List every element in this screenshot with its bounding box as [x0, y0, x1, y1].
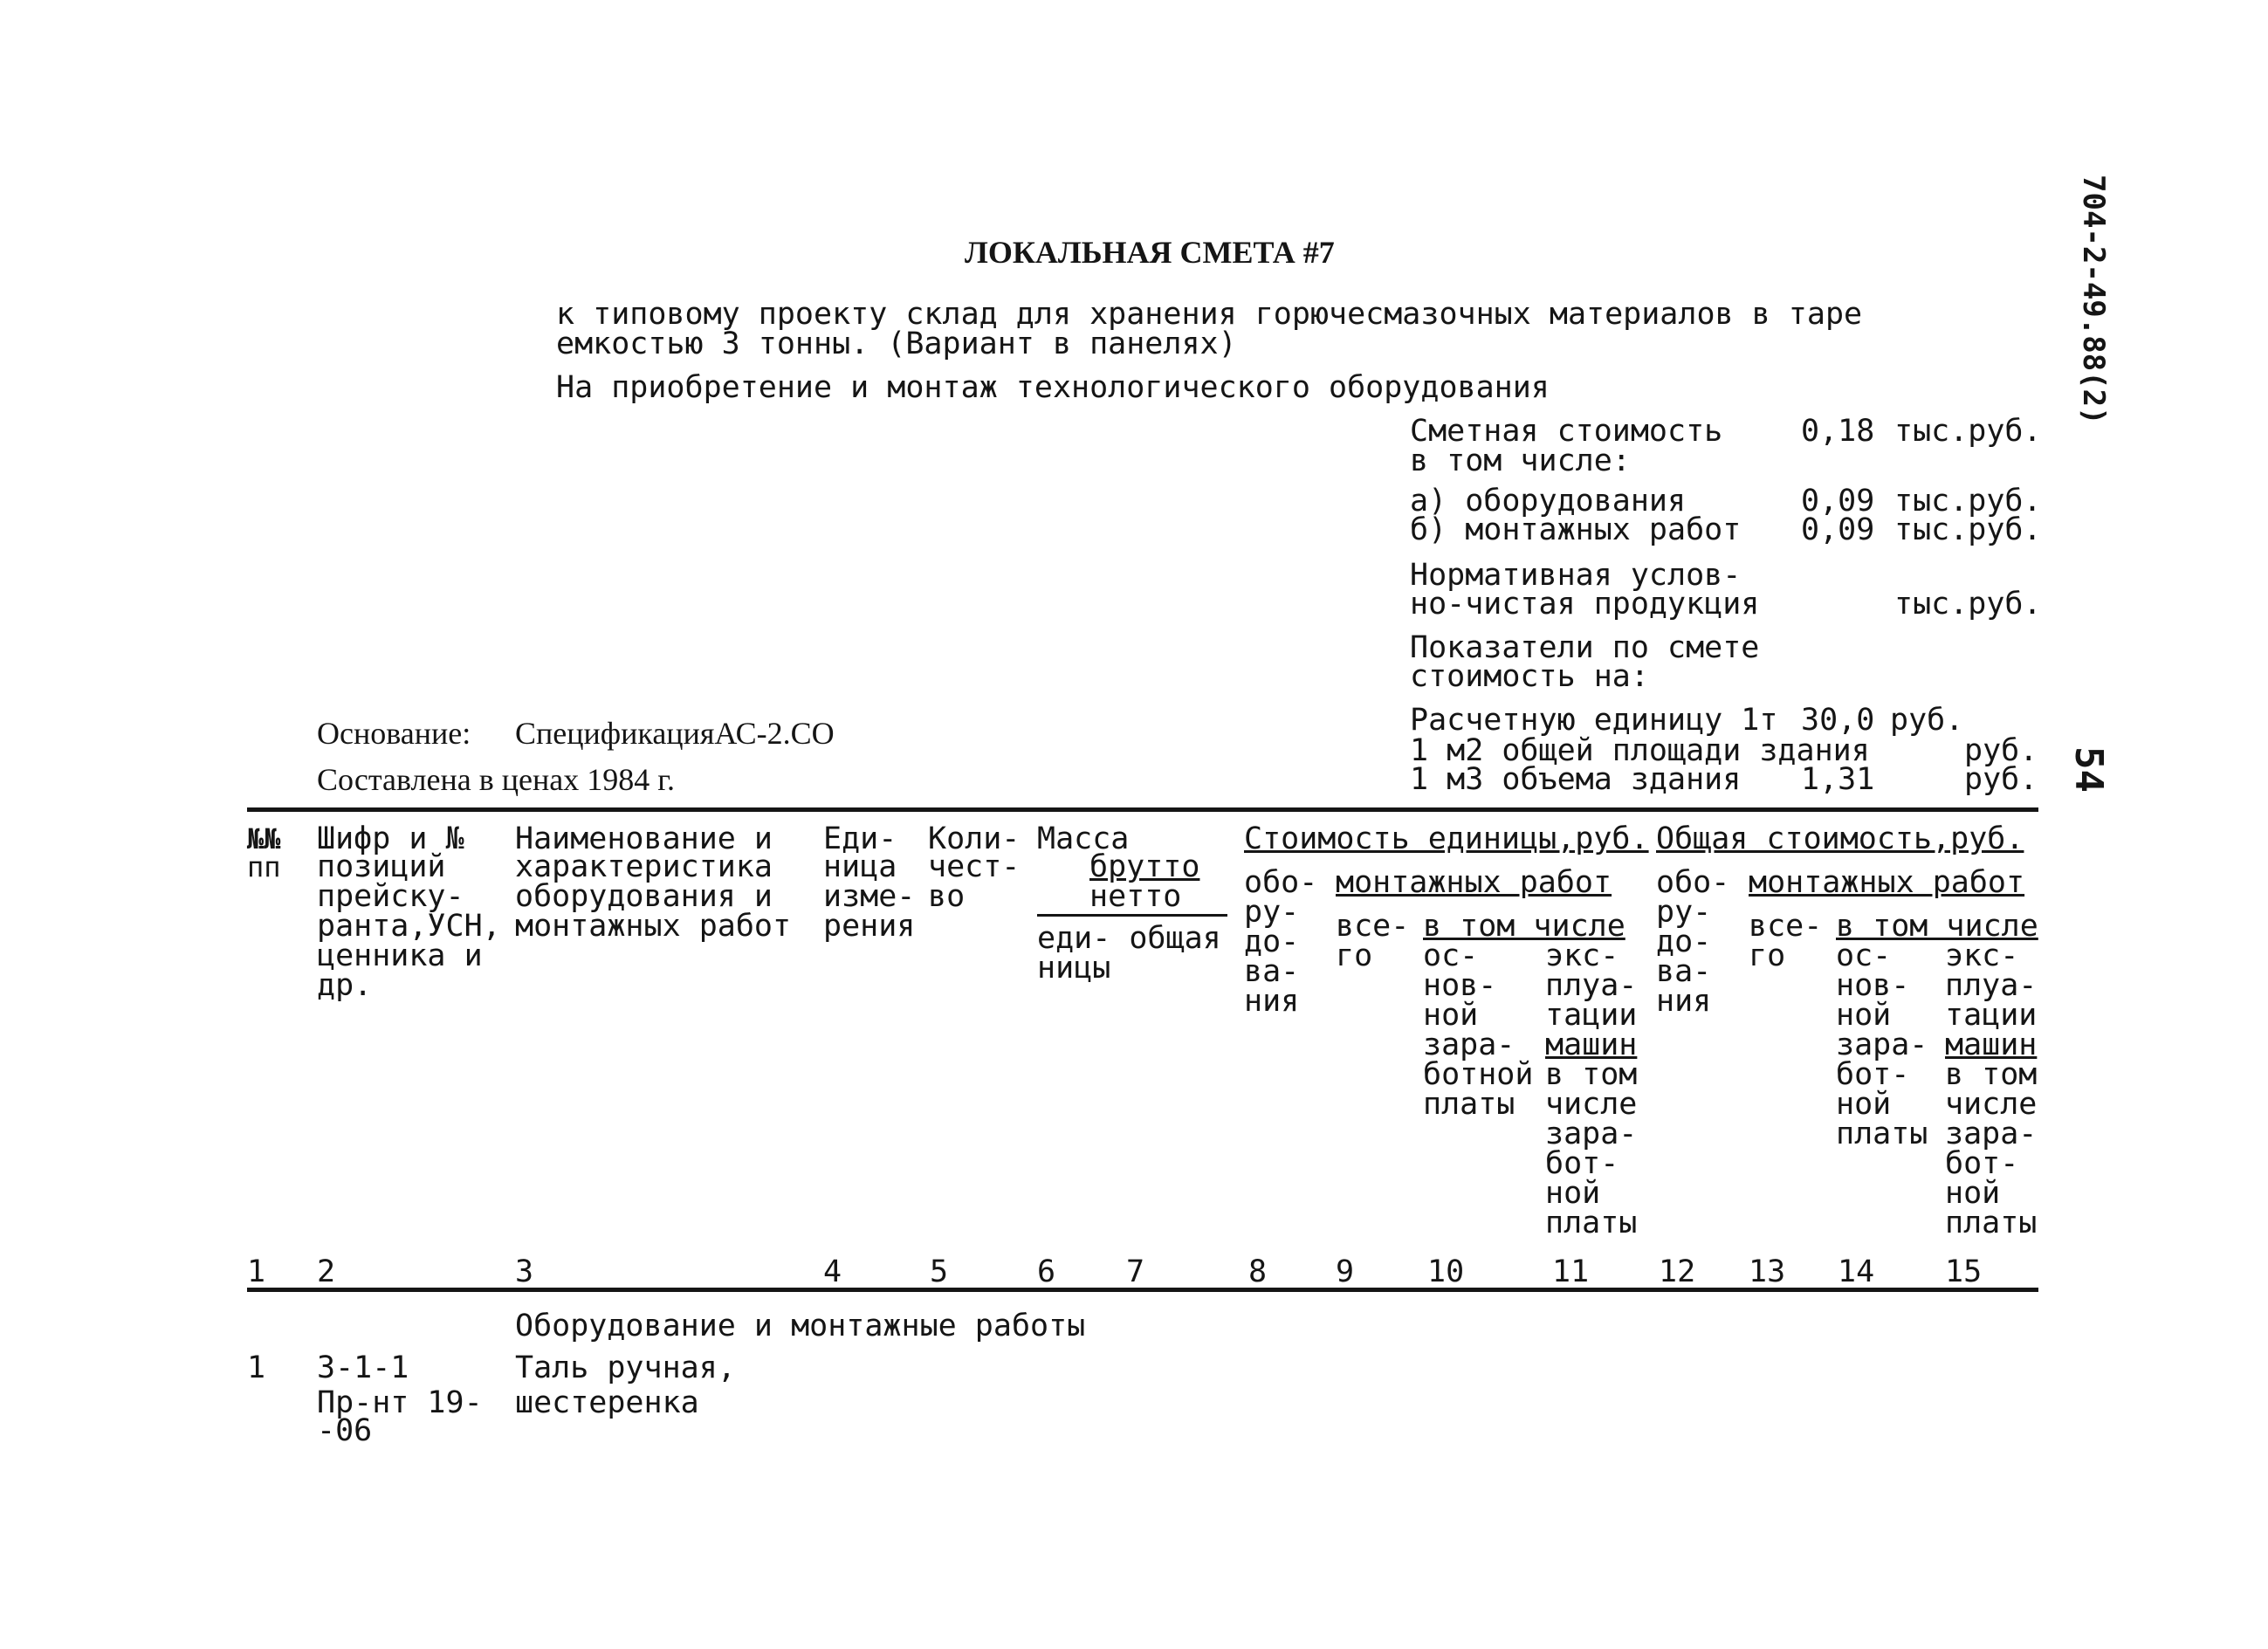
col-number-10: 10 [1427, 1254, 1465, 1289]
normative-unit: тыс.руб. [1894, 587, 2042, 622]
install-unit: тыс.руб. [1894, 512, 2042, 547]
margin-code: 704-2-49.88(2) [2076, 175, 2111, 425]
col-number-1: 1 [247, 1254, 266, 1289]
brutto-head: брутто [1089, 849, 1200, 884]
col13-head-2: го [1749, 938, 1786, 973]
col11-head-8: бот- [1545, 1146, 1619, 1181]
col2-head-2: позиций [317, 849, 446, 884]
col15-head-1: экс- [1945, 938, 2019, 973]
col15-head-6: числе [1945, 1087, 2038, 1122]
col8-head-4: ва- [1244, 954, 1300, 989]
col3-head-4: монтажных работ [515, 909, 792, 944]
row-number: 1 [247, 1350, 266, 1385]
col3-head-3: оборудования и [515, 879, 773, 914]
col3-head-1: Наименование и [515, 821, 773, 856]
col2-head-3: прейску- [317, 879, 464, 914]
volume-value: 1,31 [1801, 762, 1875, 797]
col14-head-4: зара- [1836, 1027, 1928, 1062]
col11-head-10: платы [1545, 1206, 1638, 1240]
col10-head-6: платы [1423, 1087, 1515, 1122]
col5-head-1: Коли- [928, 821, 1021, 856]
col-number-4: 4 [823, 1254, 842, 1289]
col2-head-4: ранта,УСН, [317, 909, 501, 944]
col11-head-3: тации [1545, 998, 1638, 1033]
col12-head-2: ру- [1656, 895, 1712, 930]
indicators-label: Показатели по смете [1410, 630, 1760, 665]
volume-unit: руб. [1964, 762, 2038, 797]
col15-head-2: плуа- [1945, 968, 2038, 1003]
row-code-2: Пр-нт 19- [317, 1385, 483, 1420]
col-number-7: 7 [1126, 1254, 1145, 1289]
col15-head-3: тации [1945, 998, 2038, 1033]
col15-head-4: машин [1945, 1027, 2038, 1062]
col11-head-2: плуа- [1545, 968, 1638, 1003]
col10-head-3: ной [1423, 998, 1479, 1033]
normative-label: Нормативная услов- [1410, 558, 1742, 593]
purpose-line: На приобретение и монтаж технологического оборудования [556, 370, 1550, 405]
col14-head-3: ной [1836, 998, 1892, 1033]
equipment-label: а) оборудования [1410, 484, 1687, 519]
basis-label: Основание: [317, 716, 471, 751]
col15-head-8: бот- [1945, 1146, 2019, 1181]
col-number-15: 15 [1945, 1254, 1983, 1289]
row-name-1: Таль ручная, [515, 1350, 736, 1385]
col15-head-10: платы [1945, 1206, 2038, 1240]
col11-head-1: экс- [1545, 938, 1619, 973]
col14-head-5: бот- [1836, 1057, 1910, 1092]
col-number-6: 6 [1037, 1254, 1056, 1289]
col4-head-2: ница [823, 849, 897, 884]
total-cost-head: Общая стоимость,руб. [1656, 821, 2024, 856]
install-works-head: монтажных работ [1336, 865, 1612, 900]
area-label: 1 м2 общей площади здания [1410, 733, 1870, 768]
estimate-cost-unit: тыс.руб. [1894, 414, 2042, 449]
normative-label-2: но-чистая продукция [1410, 587, 1760, 622]
col-number-3: 3 [515, 1254, 534, 1289]
install-value: 0,09 [1801, 512, 1875, 547]
col13-head-1: все- [1749, 909, 1823, 944]
col11-head-6: числе [1545, 1087, 1638, 1122]
col-number-9: 9 [1336, 1254, 1355, 1289]
page-title: ЛОКАЛЬНАЯ СМЕТА #7 [965, 235, 1335, 270]
col15-head-7: зара- [1945, 1117, 2038, 1151]
col14-head-6: ной [1836, 1087, 1892, 1122]
col10-head-4: зара- [1423, 1027, 1515, 1062]
equipment-unit: тыс.руб. [1894, 484, 2042, 519]
col9-head-1: все- [1336, 909, 1410, 944]
col4-head-1: Еди- [823, 821, 897, 856]
col12-head-1: обо- [1656, 865, 1730, 900]
col11-head-7: зара- [1545, 1117, 1638, 1151]
col9-head-2: го [1336, 938, 1373, 973]
row-code-3: -06 [317, 1413, 373, 1448]
col3-head-2: характеристика [515, 849, 773, 884]
col14-head-1: ос- [1836, 938, 1892, 973]
col1-head: №№ [247, 822, 281, 855]
mass-sub-1: еди- общая [1037, 921, 1221, 956]
col14-head-2: нов- [1836, 968, 1910, 1003]
unit-cost-value: 30,0 [1801, 703, 1875, 738]
col12-head-5: ния [1656, 984, 1712, 1019]
subtitle-line-2: емкостью 3 тонны. (Вариант в панелях) [556, 326, 1237, 361]
table-top-rule [247, 807, 2038, 812]
estimate-cost-label: Сметная стоимость [1410, 414, 1723, 449]
netto-head: нетто [1089, 879, 1182, 914]
col8-head-1: обо- [1244, 865, 1318, 900]
col8-head-5: ния [1244, 984, 1300, 1019]
col10-head-2: нов- [1423, 968, 1497, 1003]
estimate-cost-label-2: в том числе: [1410, 443, 1631, 478]
col-number-14: 14 [1838, 1254, 1875, 1289]
col-number-8: 8 [1248, 1254, 1268, 1289]
col8-head-2: ру- [1244, 895, 1300, 930]
mass-sub-2: ницы [1037, 951, 1111, 986]
row-code-1: 3-1-1 [317, 1350, 409, 1385]
col14-head-7: платы [1836, 1117, 1928, 1151]
row-name-2: шестеренка [515, 1385, 699, 1420]
area-unit: руб. [1964, 733, 2038, 768]
mass-rule [1037, 914, 1227, 917]
section-heading: Оборудование и монтажные работы [515, 1309, 1086, 1343]
col5-head-2: чест- [928, 849, 1021, 884]
col5-head-3: во [928, 879, 966, 914]
col4-head-3: изме- [823, 879, 916, 914]
col-number-11: 11 [1552, 1254, 1590, 1289]
prices-note: Составлена в ценах 1984 г. [317, 762, 675, 797]
col12-head-3: до- [1656, 924, 1712, 959]
col2-head-1: Шифр и № [317, 821, 464, 856]
unit-cost-label: Расчетную единицу 1т [1410, 703, 1778, 738]
col11-head-9: ной [1545, 1176, 1601, 1211]
col2-head-6: др. [317, 968, 373, 1003]
basis-value: СпецификацияАС-2.СО [515, 716, 835, 751]
col-number-13: 13 [1749, 1254, 1786, 1289]
equipment-value: 0,09 [1801, 484, 1875, 519]
unit-cost-unit: руб. [1890, 703, 1964, 738]
col8-head-3: до- [1244, 924, 1300, 959]
estimate-cost-value: 0,18 [1801, 414, 1875, 449]
install-label: б) монтажных работ [1410, 512, 1742, 547]
col-number-5: 5 [930, 1254, 949, 1289]
page-number: 54 [2066, 746, 2111, 793]
col12-head-4: ва- [1656, 954, 1712, 989]
col-number-2: 2 [317, 1254, 336, 1289]
install-works-head-2: монтажных работ [1749, 865, 2025, 900]
col11-head-5: в том [1545, 1057, 1638, 1092]
subtitle-line-1: к типовому проекту склад для хранения горючесмазочных материалов в таре [556, 297, 1863, 332]
col15-head-5: в том [1945, 1057, 2038, 1092]
incl-head: в том числе [1423, 909, 1625, 944]
col10-head-5: ботной [1423, 1057, 1534, 1092]
col-number-12: 12 [1659, 1254, 1696, 1289]
col4-head-4: рения [823, 909, 916, 944]
col11-head-4: машин [1545, 1027, 1638, 1062]
volume-label: 1 м3 объема здания [1410, 762, 1742, 797]
mass-head: Масса [1037, 821, 1130, 856]
col1-head-2: пп [247, 850, 281, 883]
unit-cost-head: Стоимость единицы,руб. [1244, 821, 1649, 856]
col15-head-9: ной [1945, 1176, 2001, 1211]
col2-head-5: ценника и [317, 938, 483, 973]
indicators-label-2: стоимость на: [1410, 659, 1649, 694]
incl-head-2: в том числе [1836, 909, 2038, 944]
col10-head-1: ос- [1423, 938, 1479, 973]
